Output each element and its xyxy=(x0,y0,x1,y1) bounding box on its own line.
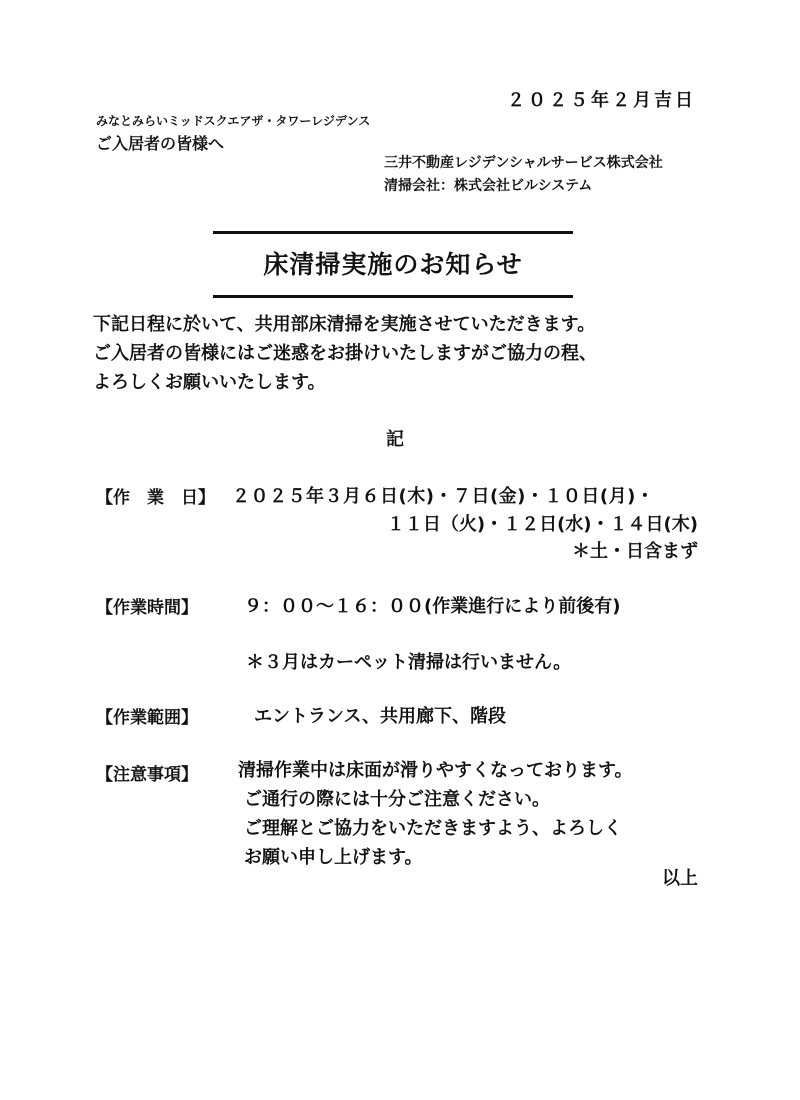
issue-date: ２０２５年２月吉日 xyxy=(507,90,696,111)
notes-line: ご通行の際には十分ご注意ください。 xyxy=(244,789,550,810)
notice-title: 床清掃実施のお知らせ xyxy=(263,250,523,279)
work-days-line2: １１日（火)・１２日(水)・１４日(木) xyxy=(386,514,698,535)
intro-line: 下記日程に於いて、共用部床清掃を実施させていただきます。 xyxy=(93,314,596,335)
closing-ijo: 以上 xyxy=(662,868,698,889)
work-days-line1: ２０２５年３月６日(木)・７日(金)・１０日(月)・ xyxy=(232,486,655,507)
work-days-label: 【作 業 日】 xyxy=(96,488,215,508)
sender-block xyxy=(384,152,663,198)
notes-label: 【注意事項】 xyxy=(96,765,198,785)
work-scope-value: エントランス、共用廊下、階段 xyxy=(254,706,506,727)
title-rule-bottom xyxy=(213,295,573,298)
ki-heading: 記 xyxy=(386,429,404,450)
cleaning-company: 清掃会社：株式会社ビルシステム xyxy=(384,178,593,194)
work-hours-value: ９：００～１６：００(作業進行により前後有) xyxy=(244,596,621,617)
work-hours-note: ＊３月はカーペット清掃は行いません。 xyxy=(246,652,572,673)
work-hours-label: 【作業時間】 xyxy=(96,598,198,618)
intro-line: ご入居者の皆様にはご迷惑をお掛けいたしますがご協力の程、 xyxy=(93,343,597,364)
building-name: みなとみらいミッドスクエアザ・タワーレジデンス xyxy=(96,114,371,128)
work-days-note: ＊土・日含まず xyxy=(572,541,698,562)
sender-company: 三井不動産レジデンシャルサービス株式会社 xyxy=(384,155,663,171)
addressee: ご入居者の皆様へ xyxy=(96,134,225,153)
notes-body xyxy=(238,756,633,872)
notes-line: ご理解とご協力をいただきますよう、よろしく xyxy=(244,818,622,839)
intro-paragraph xyxy=(93,310,597,397)
title-rule-top xyxy=(213,231,573,234)
notes-line: お願い申し上げます。 xyxy=(244,847,423,868)
notes-line: 清掃作業中は床面が滑りやすくなっております。 xyxy=(238,760,633,781)
intro-line: よろしくお願いいたします。 xyxy=(93,372,326,393)
work-scope-label: 【作業範囲】 xyxy=(96,708,198,728)
